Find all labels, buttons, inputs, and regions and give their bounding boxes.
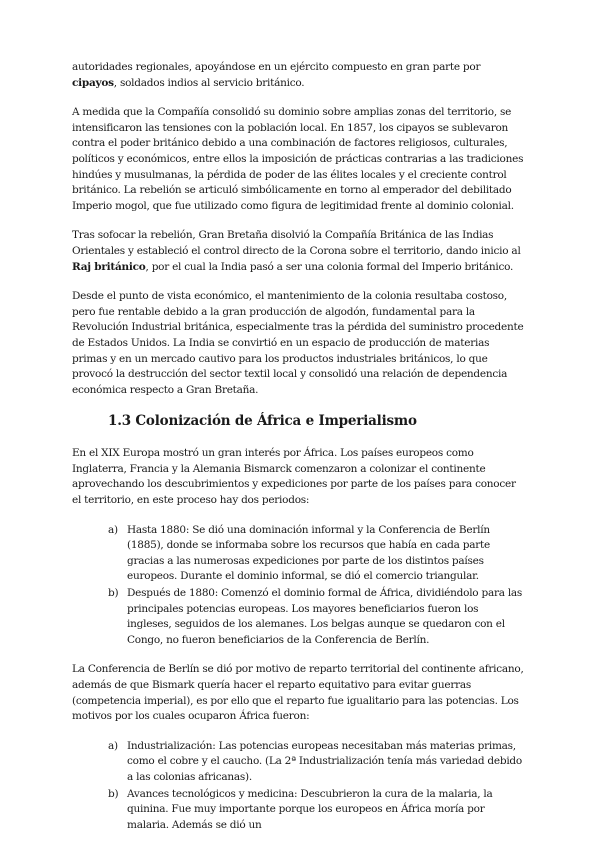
paragraph-raj — [72, 228, 525, 275]
list-marker: b) — [108, 787, 119, 800]
section-heading: 1.3 Colonización de África e Imperialismo — [108, 413, 417, 430]
paragraph-cipayos — [72, 60, 525, 91]
paragraph-rebellion: A medida que la Compañía consolidó su dominio sobre amplias zonas del territorio, se intensificaron las tensiones con la población local. En 1857, los cipayos se sublevaron contra el poder británico debido a una combinación de factores religiosos, culturales, políticos y económicos, entre ellos la imposición de prácticas contrarias a las tradiciones hindúes y musulmanas, la pérdida de poder de las élites locales y el creciente control británico. La rebelión se articuló simbólicamente en torno al emperador del debilitado Imperio mogol, que fue utilizado como figura de legitimidad frente al dominio colonial. — [72, 106, 524, 212]
paragraph-text: , por el cual la India pasó a ser una colonia formal del Imperio británico. — [145, 260, 514, 273]
list-item-text: Industrialización: Las potencias europeas necesitaban más materias primas, como el cobre y el caucho. (La 2ª Industrialización tenía más variedad debido a las colonias africanas). — [127, 739, 522, 783]
paragraph-text: , soldados indios al servicio británico. — [113, 76, 305, 89]
list-item — [108, 739, 525, 786]
motives-list — [72, 739, 525, 834]
list-marker: a) — [108, 523, 118, 536]
paragraph-text: Tras sofocar la rebelión, Gran Bretaña disolvió la Compañía Británica de las Indias Orientales y estableció el control directo de la Corona sobre el territorio, dando inicio al — [72, 229, 521, 257]
periods-list — [72, 523, 525, 649]
list-item — [108, 787, 525, 834]
paragraph-text: autoridades regionales, apoyándose en un ejército compuesto en gran parte por — [72, 61, 481, 73]
list-item-text: Hasta 1880: Se dió una dominación informal y la Conferencia de Berlín (1885), donde se informaba sobre los recursos que había en cada parte gracias a las numerosas expediciones por parte de los distintos países europeos. Durante el dominio informal, se dió el comercio triangular. — [127, 523, 490, 583]
paragraph-berlin-conference: La Conferencia de Berlín se dió por motivo de reparto territorial del continente africano, además de que Bismark quería hacer el reparto equitativo para evitar guerras (competencia imperial), es por ello que el reparto fue igualitario para las potencias. Los motivos por los cuales ocuparon África fueron: — [72, 663, 524, 723]
list-item — [108, 523, 525, 585]
list-item-text: Después de 1880: Comenzó el dominio formal de África, dividiéndolo para las principales potencias europeas. Los mayores beneficiarios fueron los ingleses, seguidos de los alemanes. Los belgas aunque se quedaron con el Congo, no fueron beneficiarios de la Conferencia de Berlín. — [127, 587, 523, 646]
paragraph-africa-intro: En el XIX Europa mostró un gran interés por África. Los países europeos como Inglaterra, Francia y la Alemania Bismarck comenzaron a colonizar el continente aprovechando los descubrimientos y expediciones por parte de los países para conocer el territorio, en este proceso hay dos periodos: — [72, 447, 516, 507]
list-marker: b) — [108, 587, 119, 600]
list-item-text: Avances tecnológicos y medicina: Descubrieron la cura de la malaria, la quinina. Fue muy importante porque los europeos en África moría por malaria. Además se dió un — [127, 787, 493, 831]
list-item — [108, 586, 525, 648]
paragraph-economy: Desde el punto de vista económico, el mantenimiento de la colonia resultaba costoso, pero fue rentable debido a la gran producción de algodón, fundamental para la Revolución Industrial británica, especialmente tras la pérdida del suministro procedente de Estados Unidos. La India se convirtió en un espacio de producción de materias primas y en un mercado cautivo para los productos industriales británicos, lo que provocó la destrucción del sector textil local y consolidó una relación de dependencia económica respecto a Gran Bretaña. — [72, 290, 524, 396]
bold-term-cipayos: cipayos — [72, 76, 114, 89]
bold-term-raj: Raj británico — [72, 260, 146, 273]
list-marker: a) — [108, 739, 118, 752]
